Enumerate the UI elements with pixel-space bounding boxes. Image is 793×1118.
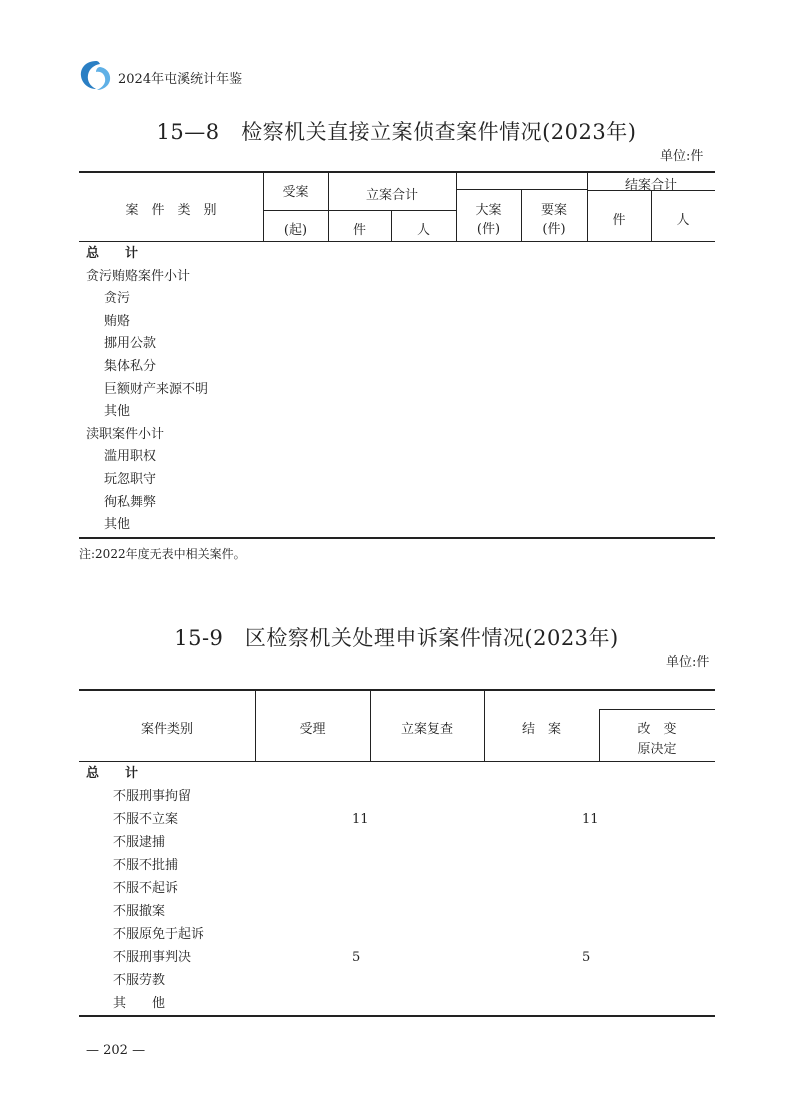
table1-row-label: 其他 [104,517,131,533]
table1-row-label: 挪用公款 [104,336,157,352]
table2-row-label: 不服不批捕 [113,858,179,873]
table1-col-accept: 受案 [282,185,309,200]
table1-col-important: 要案 [540,203,567,218]
table2-accept-value: 11 [352,812,369,827]
page-number: — 202 — [86,1043,146,1058]
table1-row-label: 徇私舞弊 [104,494,157,510]
table1-title: 15—8 检察机关直接立案侦查案件情况(2023年) [156,120,637,144]
table2-row-label: 不服逮捕 [113,835,166,850]
table2-col-review: 立案复查 [400,722,453,737]
table2-unit: 单位:件 [666,655,710,670]
table2-row-label: 不服原免于起诉 [113,927,205,942]
running-title: 2024年屯溪统计年鉴 [118,72,243,87]
table1-row-label: 其他 [104,404,131,420]
table1-unit: 单位:件 [660,149,704,164]
table1-row-label: 滥用职权 [104,449,157,465]
table1-col-close-total: 结案合计 [624,178,677,193]
table2-title: 15-9 区检察机关处理申诉案件情况(2023年) [174,626,619,650]
table2-close-value: 5 [582,950,591,965]
table2-close-value: 11 [582,812,599,827]
table1-note: 注:2022年度无表中相关案件。 [79,547,246,561]
table1-col-file-people: 人 [416,223,430,238]
table1-row-label: 总 计 [86,246,139,261]
table1-row-label: 贪污贿赂案件小计 [86,268,191,284]
table1-col-major-sub: (件) [476,222,501,237]
table1-col-important-sub: (件) [542,222,566,237]
table2-accept-value: 5 [352,950,361,965]
table2-row-label: 总 计 [86,766,139,781]
table1-col-close-cases: 件 [612,213,626,228]
table2-row-label: 不服刑事判决 [113,950,192,965]
table1-col-file-cases: 件 [352,223,366,238]
table2-row-label: 不服撤案 [113,904,166,919]
table2-col-accept: 受理 [299,722,326,737]
table1-row-label: 集体私分 [104,359,157,374]
table2-col-close: 结 案 [521,722,561,737]
table1-col-major: 大案 [475,203,502,218]
yearbook-logo [78,58,114,92]
table1-col-accept-sub: (起) [283,223,308,238]
table1-row-label: 贿赂 [104,313,131,329]
table1-col-category: 案 件 类 别 [125,203,217,218]
table2-row-label: 其 他 [113,996,166,1011]
table2-row-label: 不服刑事拘留 [113,789,192,804]
table1-col-file-total: 立案合计 [365,188,418,203]
table2-row-label: 不服不起诉 [113,881,179,896]
table1-row-label: 玩忽职守 [104,472,157,487]
table1-col-close-people: 人 [676,213,690,228]
table1-row-label: 渎职案件小计 [86,426,165,442]
table2-row-label: 不服劳教 [113,973,166,988]
table1-row-label: 贪污 [104,291,131,307]
table2-col-category: 案件类别 [140,722,193,737]
table2-col-change-line1: 改 变 [637,722,677,737]
table2-col-change-line2: 原决定 [637,742,677,757]
table1-row-label: 巨额财产来源不明 [104,381,209,397]
table2-row-label: 不服不立案 [113,812,179,827]
yearbook-logo-icon [78,58,114,92]
